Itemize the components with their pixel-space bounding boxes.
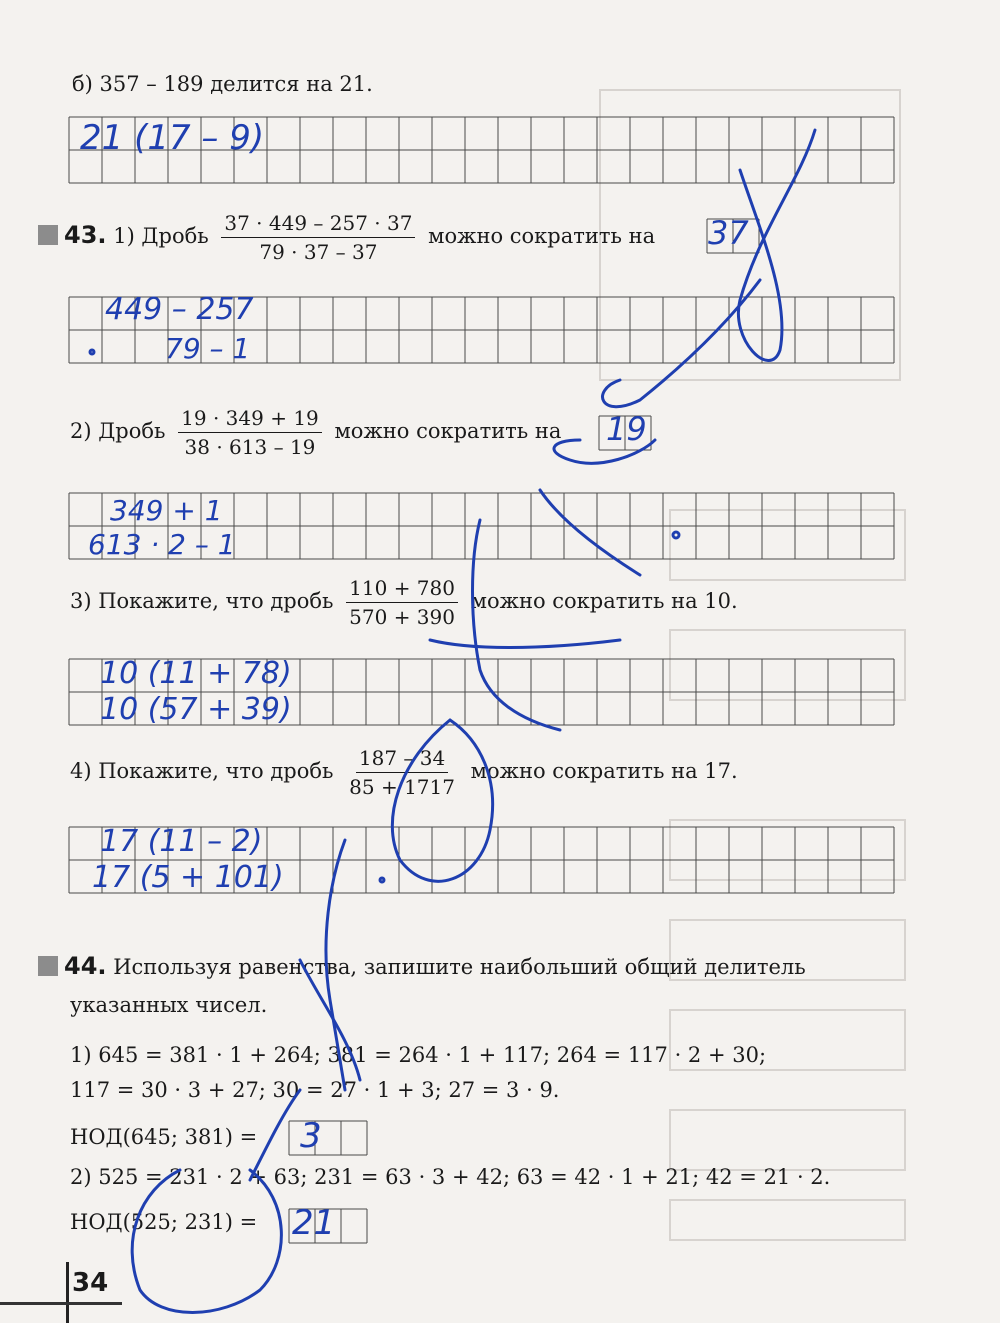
- scribble-stroke: [132, 1170, 281, 1313]
- handwritten-work-43-2-top: 349 + 1: [110, 494, 223, 527]
- handwritten-work-43-4-bottom: 17 (5 + 101): [92, 860, 284, 895]
- fraction-numerator: 37 · 449 – 257 · 37: [221, 210, 415, 238]
- handwritten-work-43-3-bottom: 10 (57 + 39): [100, 692, 292, 727]
- task-43-1-statement: [38, 210, 655, 265]
- handwritten-box-answer-43-2: 19: [606, 410, 647, 448]
- fraction-denominator: 570 + 390: [349, 605, 455, 629]
- task-44-1-line2: 117 = 30 · 3 + 27; 30 = 27 · 1 + 3; 27 = 3 · 9.: [70, 1078, 560, 1102]
- task-44-2-line: 2) 525 = 231 · 2 + 63; 231 = 63 · 3 + 42; 63 = 42 · 1 + 21; 42 = 21 · 2.: [70, 1165, 831, 1189]
- fraction-43-2: [178, 405, 322, 460]
- page-margin-bar: [66, 1262, 69, 1323]
- fraction-numerator: 110 + 780: [346, 575, 458, 603]
- task-number-43: 43.: [64, 221, 107, 249]
- fraction-numerator: 19 · 349 + 19: [178, 405, 322, 433]
- fraction-denominator: 38 · 613 – 19: [184, 435, 316, 459]
- handwritten-answer-42-6: 21 (17 – 9): [80, 118, 265, 158]
- handwritten-work-43-4-top: 17 (11 – 2): [100, 824, 263, 859]
- task-marker-icon: [38, 956, 58, 976]
- task-43-3-prefix: 3) Покажите, что дробь: [70, 589, 334, 613]
- handwritten-work-43-3-top: 10 (11 + 78): [100, 656, 292, 691]
- scribble-stroke: [430, 640, 620, 648]
- task-marker-icon: [38, 225, 58, 245]
- fraction-43-1: [221, 210, 415, 265]
- handwritten-work-43-1-bottom: 79 – 1: [165, 332, 251, 365]
- task-44-title-text: Используя равенства, запишите наибольший общий делитель: [113, 955, 806, 979]
- fraction-denominator: 79 · 37 – 37: [259, 240, 378, 264]
- fraction-43-3: [346, 575, 458, 630]
- handwritten-work-43-2-bottom: 613 · 2 – 1: [88, 528, 236, 561]
- task-44-1-line1: 1) 645 = 381 · 1 + 264; 381 = 264 · 1 + 117; 264 = 117 · 2 + 30;: [70, 1043, 767, 1067]
- task-43-2-statement: [70, 405, 561, 460]
- fraction-denominator: 85 + 1717: [349, 775, 455, 799]
- page-footer-rule: [0, 1302, 122, 1305]
- task-43-2-suffix: можно сократить на: [334, 419, 562, 443]
- gcd-1-label: НОД(645; 381) =: [70, 1125, 258, 1149]
- task-42-6-label: б) 357 – 189 делится на 21.: [72, 72, 373, 96]
- task-44-title-line2: указанных чисел.: [70, 993, 268, 1017]
- task-42-6-statement: [72, 72, 373, 96]
- task-43-1-suffix: можно сократить на: [428, 224, 656, 248]
- handwritten-box-answer-43-1: 37: [708, 214, 749, 252]
- gcd-2-label: НОД(525; 231) =: [70, 1210, 258, 1234]
- task-number-44: 44.: [64, 952, 107, 980]
- task-43-3-suffix: можно сократить на 10.: [470, 589, 738, 613]
- task-43-4-prefix: 4) Покажите, что дробь: [70, 759, 334, 783]
- page-number: 34: [72, 1268, 109, 1298]
- handwritten-gcd-2: 21: [292, 1203, 336, 1243]
- handwritten-gcd-1: 3: [300, 1116, 322, 1156]
- fraction-43-4: [346, 745, 458, 800]
- task-43-4-suffix: можно сократить на 17.: [470, 759, 738, 783]
- task-43-4-statement: [70, 745, 738, 800]
- task-43-1-prefix: 1) Дробь: [113, 224, 209, 248]
- fraction-numerator: 187 – 34: [356, 745, 448, 773]
- handwritten-work-43-1-top: 449 – 257: [105, 292, 254, 327]
- task-43-3-statement: [70, 575, 738, 630]
- task-44-title: [38, 952, 806, 980]
- task-43-2-prefix: 2) Дробь: [70, 419, 166, 443]
